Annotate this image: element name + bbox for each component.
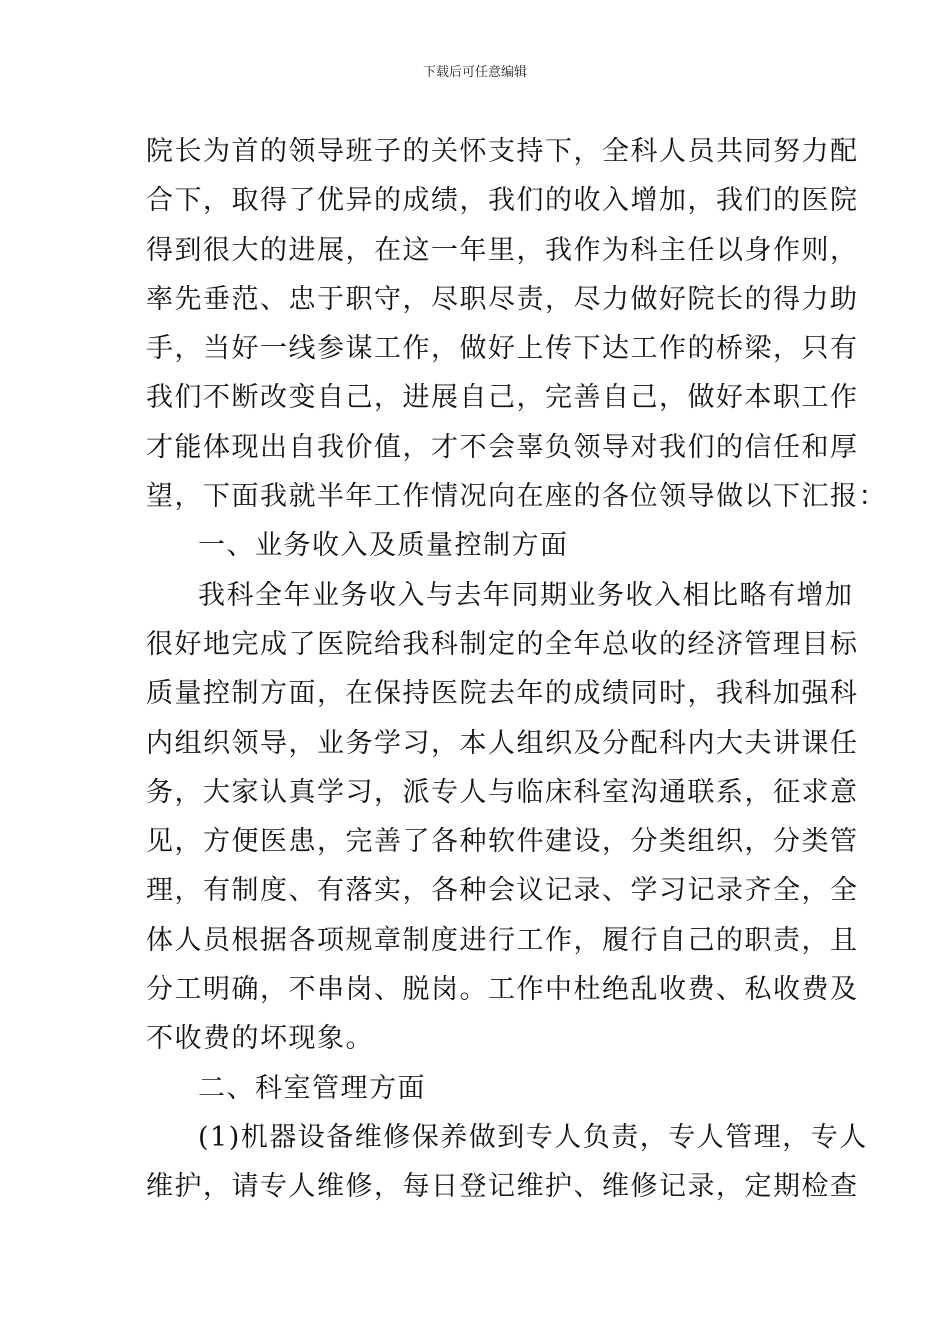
section-heading: 一、业务收入及质量控制方面	[198, 530, 569, 562]
text-line: 望，下面我就半年工作情况向在座的各位领导做以下汇报：	[146, 481, 887, 513]
text-line: 务，大家认真学习，派专人与临床科室沟通联系，征求意	[146, 776, 859, 808]
paragraph-start-line: 我科全年业务收入与去年同期业务收入相比略有增加	[198, 579, 854, 611]
text-line: 见，方便医患，完善了各种软件建设，分类组织，分类管	[146, 826, 859, 858]
section-heading: 二、科室管理方面	[198, 1072, 426, 1104]
text-line: 分工明确，不串岗、脱岗。工作中杜绝乱收费、私收费及	[146, 974, 859, 1006]
text-line: 维护，请专人维修，每日登记维护、维修记录，定期检查	[146, 1171, 859, 1203]
text-line: 率先垂范、忠于职守，尽职尽责，尽力做好院长的得力助	[146, 283, 859, 315]
text-line: 我们不断改变自己，进展自己，完善自己，做好本职工作	[146, 382, 859, 414]
text-line: 合下，取得了优异的成绩，我们的收入增加，我们的医院	[146, 185, 859, 217]
text-line: 理，有制度、有落实，各种会议记录、学习记录齐全，全	[146, 875, 859, 907]
text-line: 手，当好一线参谋工作，做好上传下达工作的桥梁，只有	[146, 333, 859, 365]
text-line: 内组织领导，业务学习，本人组织及分配科内大夫讲课任	[146, 727, 859, 759]
text-line: 才能体现出自我价值，才不会辜负领导对我们的信任和厚	[146, 431, 859, 463]
text-line: 体人员根据各项规章制度进行工作，履行自己的职责，且	[146, 924, 859, 956]
text-line: 质量控制方面，在保持医院去年的成绩同时，我科加强科	[146, 678, 859, 710]
text-line: 院长为首的领导班子的关怀支持下，全科人员共同努力配	[146, 136, 859, 167]
text-line: 得到很大的进展，在这一年里，我作为科主任以身作则，	[146, 234, 859, 266]
text-line: 不收费的坏现象。	[146, 1023, 374, 1055]
paragraph-start-line: (1)机器设备维修保养做到专人负责，专人管理，专人	[198, 1121, 868, 1153]
text-line: 很好地完成了医院给我科制定的全年总收的经济管理目标	[146, 628, 859, 660]
page-header-note: 下载后可任意编辑	[422, 65, 527, 80]
document-body	[146, 127, 887, 1212]
